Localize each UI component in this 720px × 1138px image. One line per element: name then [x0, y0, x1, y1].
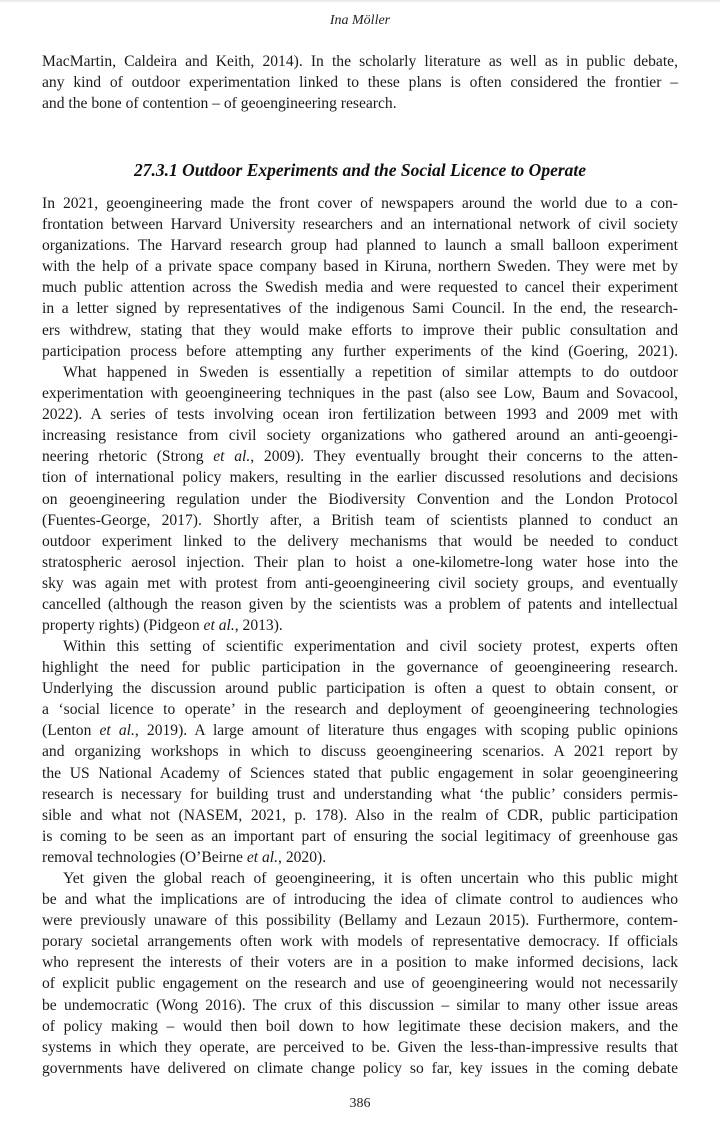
- text-line: organizations. The Harvard research group had planned to launch a small balloon experiment: [42, 237, 678, 255]
- text-line: and organizing workshops in which to discuss geoengineering scenarios. A 2021 report by: [42, 743, 678, 761]
- text-line: neering rhetoric (Strong et al., 2009). They eventually brought their concerns to the atten-: [42, 448, 678, 466]
- paragraph-3: [42, 636, 678, 868]
- text-line: highlight the need for public participation in the governance of geoengineering research.: [42, 659, 678, 677]
- text-line: removal technologies (O’Beirne et al., 2020).: [42, 848, 327, 866]
- text-line: were previously unaware of this possibility (Bellamy and Lezaun 2015). Furthermore, contem-: [42, 912, 678, 930]
- text-line: the US National Academy of Sciences stated that public engagement in solar geoengineering: [42, 764, 678, 782]
- section-heading: 27.3.1 Outdoor Experiments and the Social Licence to Operate: [133, 160, 587, 180]
- et-al-italic: et al.: [99, 722, 135, 740]
- text-line: of explicit public engagement on the research and use of geoengineering would not necessarily: [42, 975, 678, 993]
- text-line: be undemocratic (Wong 2016). The crux of this discussion – similar to many other issue areas: [42, 996, 678, 1014]
- text-line: (Fuentes-George, 2017). Shortly after, a British team of scientists planned to conduct an: [42, 511, 678, 529]
- text-line: and the bone of contention – of geoengineering research.: [42, 95, 397, 113]
- text-line: What happened in Sweden is essentially a repetition of similar attempts to do outdoor: [63, 364, 678, 381]
- text-line: with the help of a private space company based in Kiruna, northern Sweden. They were met by: [42, 258, 678, 276]
- text-line: 2022). A series of tests involving ocean iron fertilization between 1993 and 2009 met with: [42, 406, 678, 424]
- text-line: Yet given the global reach of geoengineering, it is often uncertain who this public might: [63, 870, 678, 887]
- text-line: increasing resistance from civil society organizations who gathered around an anti-geoengi-: [42, 427, 678, 445]
- text-line: MacMartin, Caldeira and Keith, 2014). In the scholarly literature as well as in public debate,: [42, 53, 678, 70]
- running-head-author: Ina Möller: [329, 13, 391, 28]
- et-al-italic: et al.: [203, 617, 235, 635]
- text-line: stratospheric aerosol injection. Their plan to hoist a one-kilometre-long water hose into the: [42, 553, 678, 571]
- text-line: much public attention across the Swedish media and were requested to cancel their experiment: [42, 279, 678, 297]
- text-line: outdoor experiment linked to the delivery mechanisms that would be needed to conduct: [42, 532, 678, 550]
- text-line: systems in which they operate, are perceived to be. Given the less-than-impressive results that: [42, 1038, 678, 1056]
- et-al-italic: et al.: [246, 848, 279, 866]
- intro-paragraph: [42, 51, 678, 114]
- text-line: experimentation with geoengineering techniques in the past (also see Low, Baum and Sovacool,: [42, 385, 678, 403]
- text-line: Within this setting of scientific experimentation and civil society protest, experts often: [63, 638, 678, 655]
- text-line: of policy making – would then boil down to how legitimate these decision makers, and the: [42, 1017, 678, 1035]
- text-line: porary societal arrangements often work with models of representative democracy. If officials: [42, 933, 678, 951]
- text-line: participation process before attempting any further experiments of the kind (Goering, 2021).: [42, 342, 678, 360]
- text-line: on geoengineering regulation under the Biodiversity Convention and the London Protocol: [42, 490, 678, 508]
- text-line: be and what the implications are of introducing the idea of climate control to audiences who: [42, 891, 678, 909]
- page-top-edge: [0, 0, 720, 3]
- text-line: frontation between Harvard University researchers and an international network of civil society: [42, 216, 678, 234]
- text-line: a ‘social licence to operate’ in the research and deployment of geoengineering technologies: [42, 701, 678, 719]
- paragraph-1: [42, 193, 678, 362]
- text-line: tion of international policy makers, resulting in the earlier discussed resolutions and decisions: [42, 469, 678, 487]
- text-line: in a letter signed by representatives of the indigenous Sami Council. In the end, the research-: [42, 300, 678, 318]
- text-line: governments have delivered on climate change policy so far, key issues in the coming debate: [42, 1059, 678, 1077]
- page-number: 386: [349, 1096, 371, 1111]
- text-line: is coming to be seen as an important part of ensuring the social legitimacy of greenhouse gas: [42, 827, 678, 845]
- paragraph-2: [42, 362, 678, 636]
- text-line: In 2021, geoengineering made the front cover of newspapers around the world due to a con-: [42, 195, 678, 212]
- text-line: any kind of outdoor experimentation linked to these plans is often considered the frontier –: [42, 74, 678, 92]
- text-line: cancelled (although the reason given by the scientists was a problem of patents and intellectual: [42, 596, 678, 614]
- text-line: (Lenton et al., 2019). A large amount of literature thus engages with scoping public opinions: [42, 722, 679, 740]
- text-line: ers withdrew, stating that they would make efforts to improve their public consultation and: [42, 321, 678, 339]
- text-line: who represent the interests of their voters are in a position to make informed decisions, lack: [42, 954, 678, 972]
- text-line: research is necessary for building trust and understanding what ‘the public’ considers permis-: [42, 785, 678, 803]
- text-line: property rights) (Pidgeon et al., 2013).: [42, 617, 283, 635]
- paragraph-4: [42, 868, 678, 1079]
- text-line: sible and what not (NASEM, 2021, p. 178). Also in the realm of CDR, public participation: [42, 806, 678, 824]
- et-al-italic: et al.: [213, 448, 251, 466]
- text-line: sky was again met with protest from anti-geoengineering civil society groups, and eventually: [42, 574, 678, 592]
- text-line: Underlying the discussion around public participation is often a quest to obtain consent, or: [42, 680, 678, 698]
